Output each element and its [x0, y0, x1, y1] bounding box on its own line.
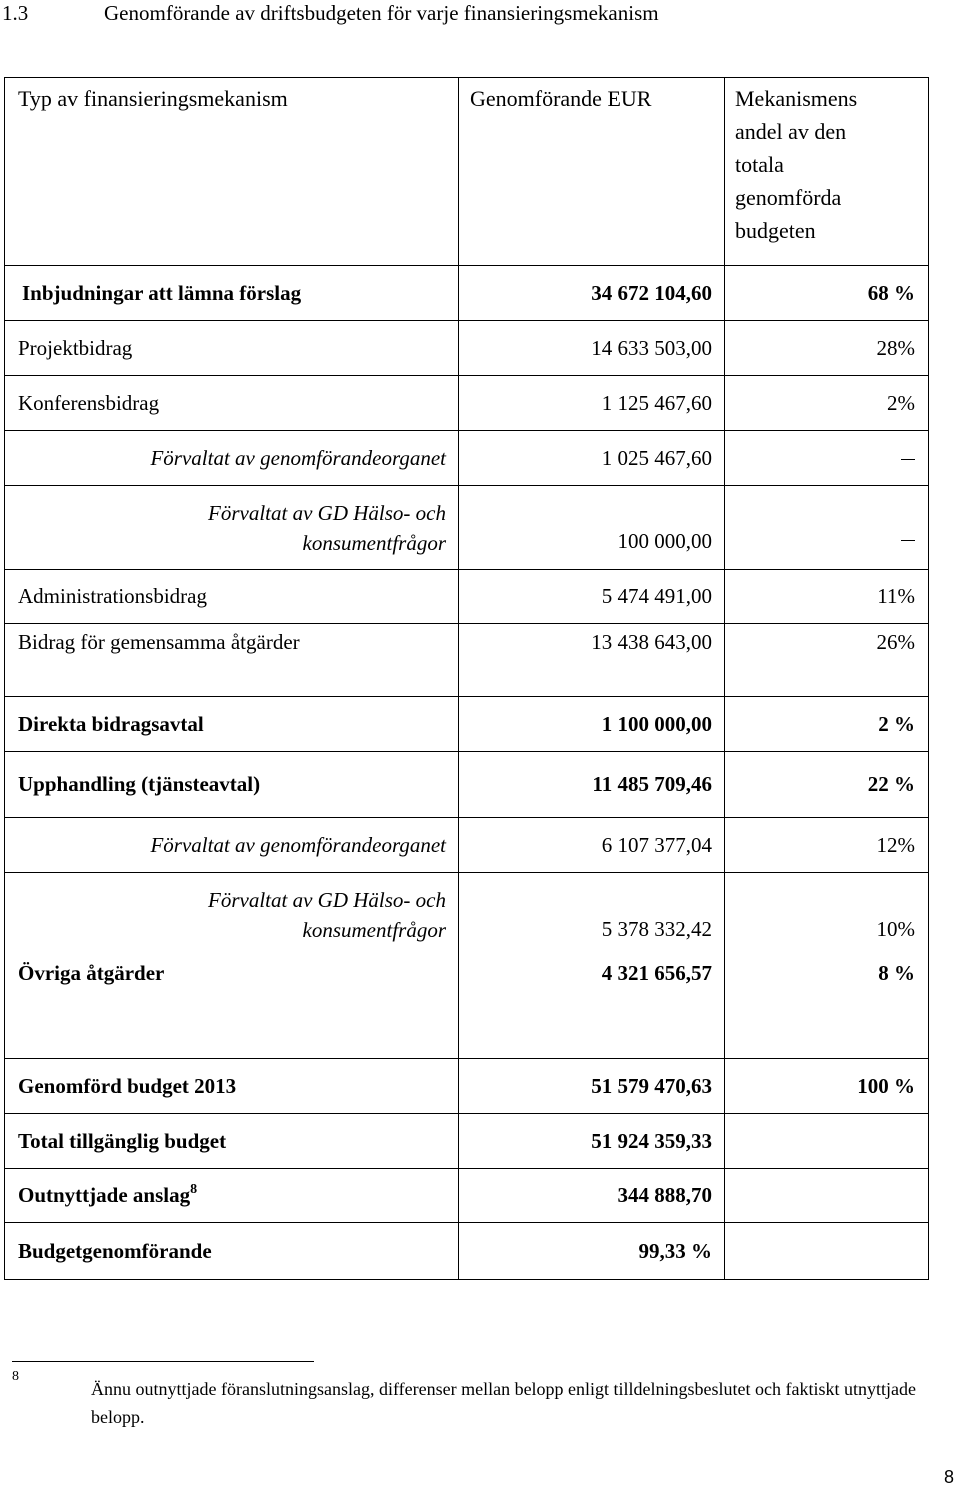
table-row: [5, 1223, 929, 1280]
row-amount: 13 438 643,00: [459, 624, 725, 697]
table-row: [5, 321, 929, 376]
header-share: Mekanismens andel av den totala genomförda budgeten: [725, 78, 929, 266]
table-row: [5, 752, 929, 818]
row-share: [725, 1114, 929, 1169]
table-row: [5, 486, 929, 570]
row-share: [725, 1223, 929, 1280]
row-label: Förvaltat av GD Hälso- och konsumentfrågor: [5, 873, 459, 957]
row-share: 12%: [725, 818, 929, 873]
row-label: Projektbidrag: [5, 321, 459, 376]
table-row: [5, 697, 929, 752]
table-row: [5, 1114, 929, 1169]
row-amount: 6 107 377,04: [459, 818, 725, 873]
row-amount: 5 474 491,00: [459, 570, 725, 624]
row-label: Upphandling (tjänsteavtal): [5, 752, 459, 818]
budget-table: [4, 77, 929, 1280]
row-share: 2%: [725, 376, 929, 431]
row-share: 100 %: [725, 1059, 929, 1114]
table-row: [5, 1169, 929, 1223]
row-amount: 1 125 467,60: [459, 376, 725, 431]
row-amount: 1 100 000,00: [459, 697, 725, 752]
table-row: [5, 376, 929, 431]
row-share: [725, 486, 929, 570]
header-type: Typ av finansieringsmekanism: [5, 78, 459, 266]
row-share: 68 %: [725, 266, 929, 321]
row-label: Övriga åtgärder: [5, 957, 459, 1059]
footnote-text: Ännu outnyttjade föranslutningsanslag, differenser mellan belopp enligt tilldelningsbeslutet och faktiskt utnyttjade belopp.: [91, 1379, 916, 1427]
row-label: Genomförd budget 2013: [5, 1059, 459, 1114]
row-amount: 51 924 359,33: [459, 1114, 725, 1169]
row-amount: 1 025 467,60: [459, 431, 725, 486]
row-label: Förvaltat av genomförandeorganet: [5, 818, 459, 873]
footnote-mark: 8: [12, 1369, 19, 1384]
table-row: [5, 1059, 929, 1114]
row-amount: 344 888,70: [459, 1169, 725, 1223]
table-row: [5, 818, 929, 873]
row-share: [725, 431, 929, 486]
dash-mark: [901, 459, 915, 460]
row-label: Budgetgenomförande: [5, 1223, 459, 1280]
row-amount: 4 321 656,57: [459, 957, 725, 1059]
row-share: 11%: [725, 570, 929, 624]
dash-mark: [901, 540, 915, 541]
row-share: 10%: [725, 873, 929, 957]
row-amount: 34 672 104,60: [459, 266, 725, 321]
row-label: Outnyttjade anslag$^8$: [5, 1169, 459, 1223]
table-row: [5, 957, 929, 1059]
table-row: [5, 873, 929, 957]
table-row: [5, 266, 929, 321]
section-title: Genomförande av driftsbudgeten för varje finansieringsmekanism: [104, 1, 659, 25]
row-amount: 14 633 503,00: [459, 321, 725, 376]
page-number: 8: [943, 1467, 954, 1487]
row-share: 8 %: [725, 957, 929, 1059]
row-amount: 100 000,00: [459, 486, 725, 570]
row-amount: 99,33 %: [459, 1223, 725, 1280]
row-share: 22 %: [725, 752, 929, 818]
row-amount: 51 579 470,63: [459, 1059, 725, 1114]
row-share: 26%: [725, 624, 929, 697]
row-amount: 11 485 709,46: [459, 752, 725, 818]
row-label: Total tillgänglig budget: [5, 1114, 459, 1169]
row-label: Förvaltat av GD Hälso- och konsumentfrågor: [5, 486, 459, 570]
row-share: 28%: [725, 321, 929, 376]
row-amount: 5 378 332,42: [459, 873, 725, 957]
footnote-ref: 8: [190, 1182, 198, 1197]
row-label: Administrationsbidrag: [5, 570, 459, 624]
table-header-row: [5, 78, 929, 266]
table-row: [5, 570, 929, 624]
row-label: Direkta bidragsavtal: [5, 697, 459, 752]
row-label: Konferensbidrag: [5, 376, 459, 431]
row-label: Bidrag för gemensamma åtgärder: [5, 624, 459, 697]
table-row: [5, 624, 929, 697]
section-number: 1.3: [2, 1, 29, 25]
row-label: Förvaltat av genomförandeorganet: [5, 431, 459, 486]
table-row: [5, 431, 929, 486]
row-label: Inbjudningar att lämna förslag: [5, 266, 459, 321]
row-share: [725, 1169, 929, 1223]
footnote-divider: [12, 1361, 314, 1362]
row-share: 2 %: [725, 697, 929, 752]
header-amount: Genomförande EUR: [459, 78, 725, 266]
